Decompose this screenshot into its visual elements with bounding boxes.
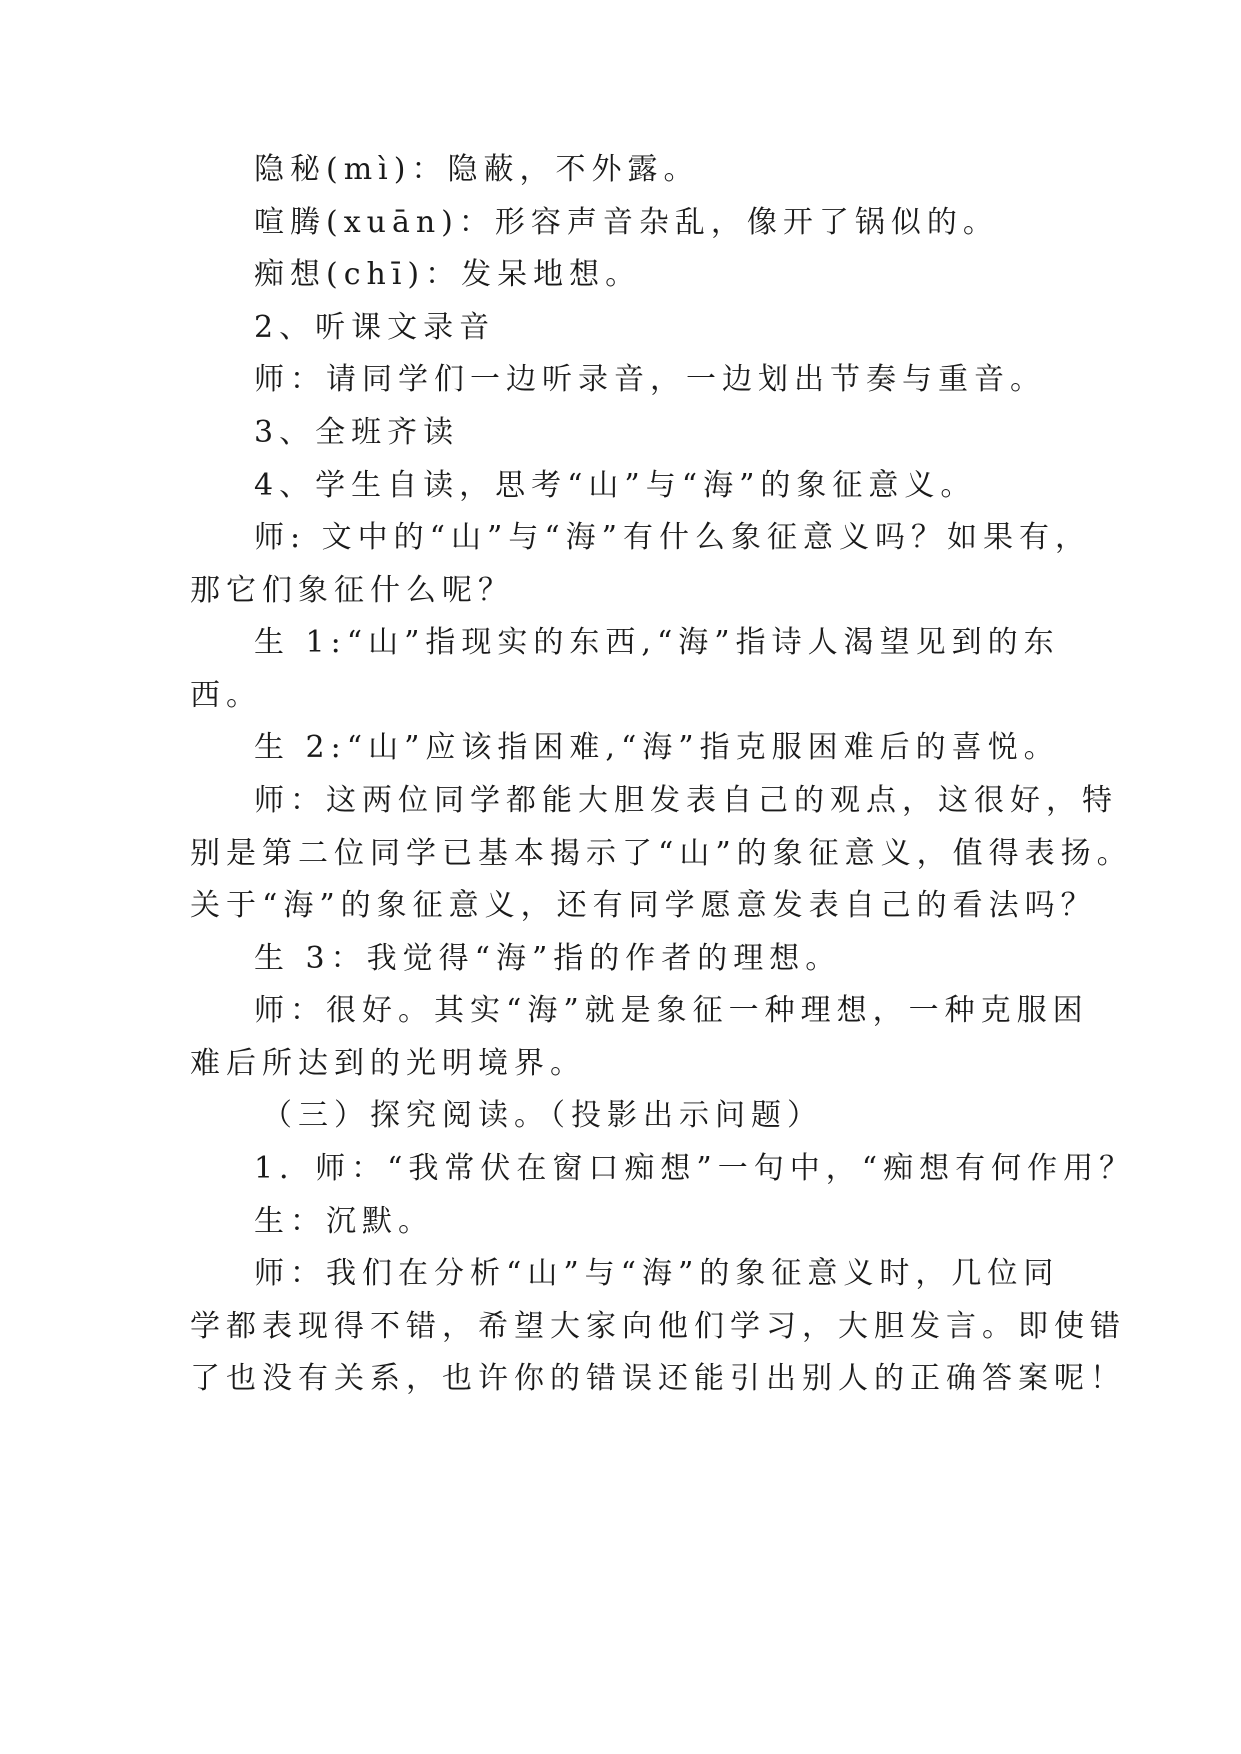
text-line: 生 2:“山”应该指困难,“海”指克服困难后的喜悦。 — [254, 730, 1060, 765]
text-line: 3、全班齐读 — [254, 415, 460, 450]
text-line: 痴想(chī)：发呆地想。 — [254, 257, 642, 292]
text-line: （三）探究阅读。（投影出示问题） — [262, 1098, 823, 1133]
text-line: 师: 文中的“山”与“海”有什么象征意义吗？如果有， — [254, 520, 1091, 555]
text-line: 喧腾(xuān)：形容声音杂乱，像开了锅似的。 — [254, 205, 999, 240]
text-line: 1．师：“我常伏在窗口痴想”一句中，“痴想有何作用？ — [254, 1151, 1136, 1186]
text-line: 生：沉默。 — [254, 1204, 434, 1239]
text-line: 西。 — [190, 678, 262, 713]
text-line: 4、学生自读，思考“山”与“海”的象征意义。 — [254, 468, 977, 503]
text-line: 师：请同学们一边听录音，一边划出节奏与重音。 — [254, 362, 1046, 397]
text-line: 难后所达到的光明境界。 — [190, 1046, 586, 1081]
text-line: 关于“海”的象征意义，还有同学愿意发表自己的看法吗？ — [190, 888, 1097, 923]
text-line: 生 3：我觉得“海”指的作者的理想。 — [254, 941, 842, 976]
text-line: 生 1:“山”指现实的东西,“海”指诗人渴望见到的东 — [254, 625, 1060, 660]
text-line: 别是第二位同学已基本揭示了“山”的象征意义，值得表扬。 — [190, 836, 1133, 871]
text-line: 师：这两位同学都能大胆发表自己的观点，这很好，特 — [254, 783, 1118, 818]
text-line: 了也没有关系，也许你的错误还能引出别人的正确答案呢！ — [190, 1361, 1126, 1396]
text-line: 师：我们在分析“山”与“海”的象征意义时，几位同 — [254, 1256, 1060, 1291]
text-line: 学都表现得不错，希望大家向他们学习，大胆发言。即使错 — [190, 1309, 1126, 1344]
text-line: 2、听课文录音 — [254, 310, 496, 345]
text-line: 师：很好。其实“海”就是象征一种理想，一种克服困 — [254, 993, 1089, 1028]
text-line: 那它们象征什么呢？ — [190, 573, 514, 608]
text-line: 隐秘(mì)：隐蔽，不外露。 — [254, 152, 700, 187]
